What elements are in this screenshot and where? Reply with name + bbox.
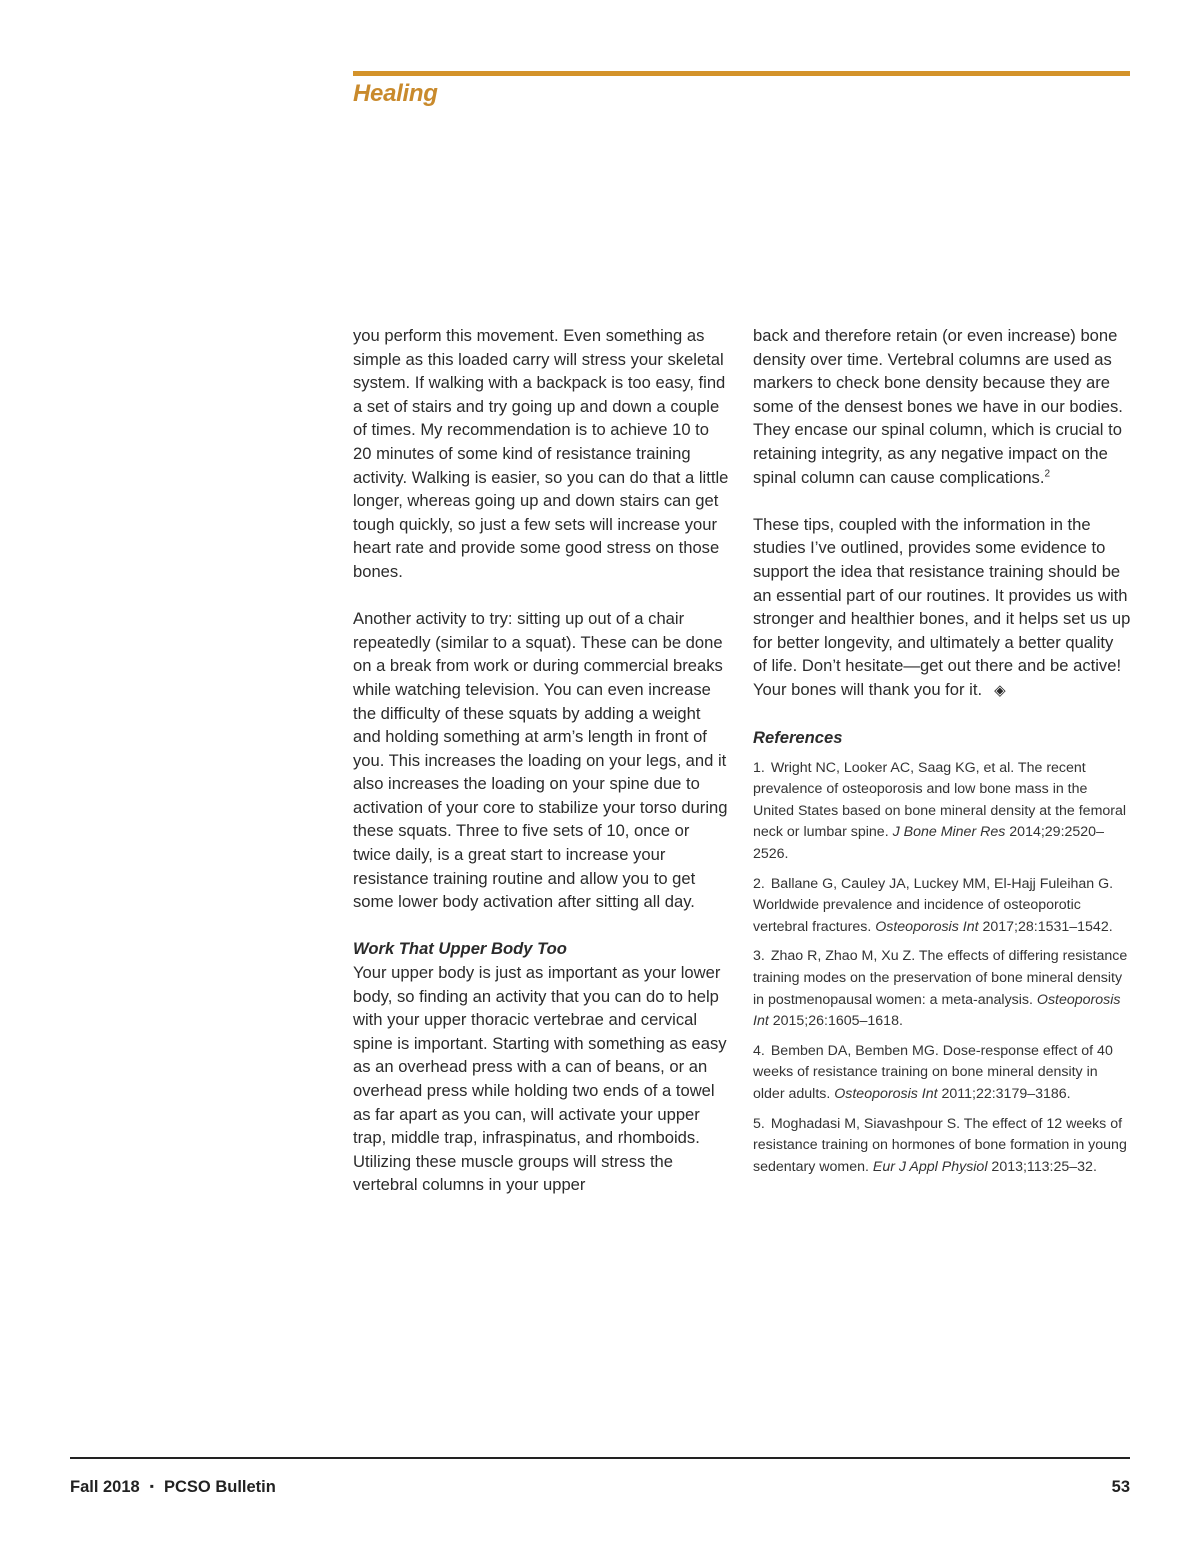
reference-number: 3. bbox=[753, 948, 765, 965]
footer-separator: ▪ bbox=[149, 1479, 154, 1493]
body-paragraph: you perform this movement. Even something as simple as this loaded carry will stress your skeletal system. If walking with a backpack is too easy, find a set of stairs and try going up and down a couple of times. My recommendation is to achieve 10 to 20 minutes of some kind of resistance training activity. Walking is easier, so you can do that a little longer, whereas going up and down stairs can get tough quickly, so just a few sets will increase your heart rate and provide some good stress on those bones. bbox=[353, 326, 729, 581]
reference-journal: Eur J Appl Physiol bbox=[872, 1158, 988, 1175]
body-paragraph: Another activity to try: sitting up out of a chair repeatedly (similar to a squat). These can be done on a break from work or during commercial breaks while watching television. You can even increase the difficulty of these squats by adding a weight and holding something at arm’s length in front of you. This increases the loading on your legs, and it also increases the loading on your spine due to activation of your core to stabilize your torso during these squats. Three to five sets of 10, once or twice daily, is a great start to increase your resistance training routine and allow you to get some lower body activation after sitting all day. bbox=[353, 609, 728, 912]
reference-journal: Osteoporosis Int bbox=[875, 918, 979, 935]
footer-issue: Fall 2018 bbox=[70, 1478, 140, 1496]
reference-item bbox=[753, 1114, 1131, 1179]
reference-text: Moghadasi M, Siavashpour S. The effect of 12 weeks of resistance training on hormones of bone formation in young sedentary women. bbox=[753, 1115, 1127, 1175]
body-paragraph bbox=[753, 513, 1131, 703]
reference-journal: J Bone Miner Res bbox=[892, 824, 1006, 841]
references-heading: References bbox=[753, 728, 843, 748]
footer-issue-info bbox=[70, 1478, 276, 1497]
footer-publication: PCSO Bulletin bbox=[163, 1478, 276, 1496]
reference-text: Wright NC, Looker AC, Saag KG, et al. The recent prevalence of osteoporosis and low bone mass in the United States based on bone mineral density at the femoral neck or lumbar spine. bbox=[753, 759, 1127, 841]
reference-number: 2. bbox=[753, 875, 765, 892]
reference-item bbox=[753, 874, 1131, 939]
left-column bbox=[353, 324, 731, 1197]
header-rule bbox=[353, 71, 1130, 76]
reference-number: 4. bbox=[753, 1042, 765, 1059]
reference-item bbox=[753, 758, 1131, 866]
reference-citation: 2011;22:3179–3186. bbox=[937, 1086, 1071, 1102]
reference-citation: 2015;26:1605–1618. bbox=[768, 1013, 903, 1030]
footer-rule bbox=[70, 1457, 1130, 1459]
reference-text: Ballane G, Cauley JA, Luckey MM, El-Hajj Fuleihan G. Worldwide prevalence and incidence of osteoporotic vertebral fractures. bbox=[753, 875, 1114, 935]
reference-journal: Osteoporosis Int bbox=[834, 1086, 938, 1102]
right-column bbox=[753, 324, 1131, 1186]
body-paragraph: Your upper body is just as important as your lower body, so finding an activity that you can do to help with your upper thoracic vertebrae and cervical spine is important. Starting with something as easy as an overhead press with a can of beans, or an overhead press while holding two ends of a towel as far apart as you can, will activate your upper trap, middle trap, infraspinatus, and rhomboids. Utilizing these muscle groups will stress the vertebral columns in your upper bbox=[353, 963, 727, 1195]
reference-text: Zhao R, Zhao M, Xu Z. The effects of differing resistance training modes on the preservation of bone mineral density in postmenopausal women: a meta-analysis. bbox=[753, 948, 1128, 1008]
references-list bbox=[753, 758, 1131, 1179]
subheading: Work That Upper Body Too bbox=[353, 939, 567, 959]
page-number: 53 bbox=[1111, 1478, 1130, 1496]
end-of-article-icon: ◈ bbox=[994, 681, 1006, 699]
reference-item bbox=[753, 1041, 1131, 1106]
body-text: back and therefore retain (or even increase) bone density over time. Vertebral columns are used as markers to check bone density because they are some of the densest bones we have in our bodies. They encase our spinal column, which is crucial to retaining integrity, as any negative impact on the spinal column can cause complications. bbox=[753, 326, 1123, 487]
reference-journal: Osteoporosis Int bbox=[753, 991, 1121, 1030]
reference-citation: 2014;29:2520–2526. bbox=[753, 824, 1104, 863]
body-paragraph bbox=[753, 324, 1131, 489]
reference-number: 5. bbox=[753, 1115, 765, 1132]
reference-item bbox=[753, 946, 1131, 1032]
reference-citation: 2013;113:25–32. bbox=[987, 1158, 1097, 1175]
footnote-marker: 2 bbox=[1044, 468, 1051, 480]
reference-number: 1. bbox=[753, 759, 765, 776]
section-title: Healing bbox=[353, 80, 438, 107]
reference-text: Bemben DA, Bemben MG. Dose-response effect of 40 weeks of resistance training on bone mineral density in older adults. bbox=[753, 1042, 1113, 1102]
body-text: These tips, coupled with the information in the studies I’ve outlined, provides some evidence to support the idea that resistance training should be an essential part of our routines. It provides us with stronger and healthier bones, and it helps set us up for better longevity, and ultimately a better quality of life. Don’t hesitate—get out there and be active! Your bones will thank you for it. bbox=[753, 514, 1131, 699]
reference-citation: 2017;28:1531–1542. bbox=[978, 918, 1113, 935]
